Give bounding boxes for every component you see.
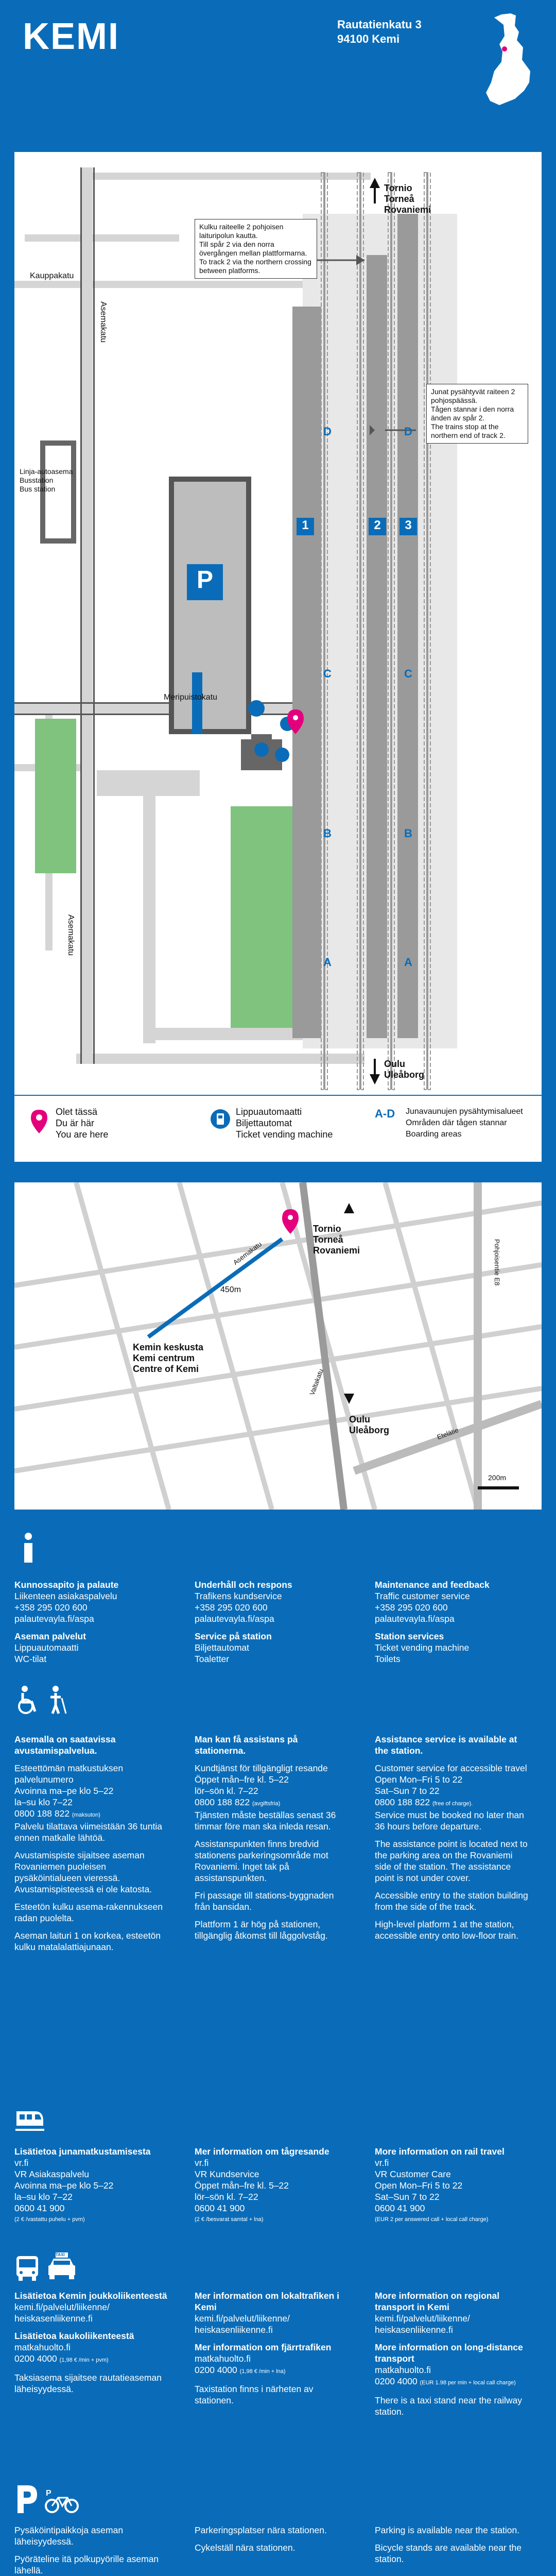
transport-col-en: [375, 2290, 529, 2424]
train-note-sv: (2 € /besvarat samtal + lna): [195, 2216, 264, 2223]
train-text-fi: VR Asiakaspalvelu Avoinna ma–pe klo 5–22 la–su klo 7–22 0600 41 900: [14, 2169, 114, 2213]
train-note-fi: (2 € /vastattu puhelu + pvm): [14, 2216, 85, 2223]
city-map-drawing: [14, 1182, 542, 1510]
legend-ticket-machine: Lippuautomaatti Biljettautomat Ticket vending machine: [236, 1107, 333, 1140]
assistance-p1-fi: [14, 1762, 169, 1843]
parking-p1-fi: Pysäköintipaikkoja aseman läheisyydessä.: [14, 2525, 124, 2547]
boarding-area-b-right: B: [404, 827, 412, 840]
boarding-area-b-left: B: [323, 827, 332, 840]
assistance-p2-en: The assistance point is located next to the parking area on the Rovaniemi side of the station. The assistance point is not under cover.: [375, 1839, 528, 1883]
transport-phone-en: [375, 2376, 529, 2388]
transport-section: [14, 2290, 542, 2470]
boarding-area-c-right: C: [404, 667, 412, 680]
transport-phone-note-en: (EUR 1.98 per min + local call charge): [420, 2380, 516, 2386]
boarding-area-d-right: D: [404, 425, 412, 438]
callout-track-2: Kulku raiteelle 2 pohjoisen laituripolun kautta. Till spår 2 via den norra övergången mellan plattformarna. To track 2 via the northern crossing between platforms.: [195, 219, 317, 279]
assistance-col-fi: [14, 1734, 169, 1959]
info-services-title-fi: Aseman palvelut: [14, 1631, 86, 1641]
citymap-street-e8: Pohjoisentie E8: [493, 1239, 501, 1286]
assistance-title-en: Assistance service is available at the station.: [375, 1734, 517, 1756]
parking-icon: [14, 2483, 40, 2514]
legend-boarding-areas: Junavaunujen pysähtymisalueet Områden där tågen stannar Boarding areas: [406, 1107, 523, 1139]
transport-phone-note-sv: (1,98 € /min + lna): [239, 2368, 286, 2375]
svg-text:P: P: [46, 2489, 51, 2498]
transport-local-link-en[interactable]: kemi.fi/palvelut/liikenne/ heiskasenliikenne.fi: [375, 2313, 470, 2335]
parking-col-en: [375, 2524, 529, 2571]
transport-phone-number-en: 0200 4000: [375, 2376, 418, 2386]
parking-map-icon: P: [196, 566, 213, 594]
transport-long-title-en: More information on long-distance transport: [375, 2342, 523, 2364]
parking-p1-sv: Parkeringsplatser nära stationen.: [195, 2525, 327, 2535]
info-col-en: [375, 1579, 529, 1671]
train-title-en: More information on rail travel: [375, 2146, 505, 2157]
track-number-3: 3: [405, 518, 412, 532]
assistance-phone-note-en: (free of charge).: [432, 1801, 473, 1807]
assistance-col-en: [375, 1734, 529, 1947]
info-services-text-en: Ticket vending machine Toilets: [375, 1642, 470, 1664]
citymap-distance-label: 450m: [220, 1285, 241, 1294]
callout-north-end: Junat pysähtyvät raiteen 2 pohjospäässä. Tågen stannar i den norra änden av spår 2. The trains stop at the northern end of track 2.: [426, 384, 528, 444]
train-text-sv: VR Kundservice Öppet mån–fre kl. 5–22 lör–sön kl. 7–22 0600 41 900: [195, 2169, 289, 2213]
info-col-sv: [195, 1579, 349, 1671]
assistance-p4-fi: Aseman laituri 1 on korkea, esteetön kulku matalalattiajunaan.: [14, 1930, 161, 1952]
boarding-area-c-left: C: [323, 667, 332, 680]
assistance-p3-sv: Fri passage till stations-byggnaden från bansidan.: [195, 1890, 334, 1912]
citymap-street-asemakatu: Asemakatu: [232, 1240, 264, 1267]
assistance-phone-fi: Esteettömän matkustuksen palvelunumero Avoinna ma–pe klo 5–22 la–su klo 7–22 0800 188 822: [14, 1763, 124, 1819]
north-destination-label: Tornio Torneå Rovaniemi: [384, 183, 431, 215]
transport-long-title-fi: Lisätietoa kaukoliikenteestä: [14, 2331, 134, 2341]
finland-map-icon: [479, 10, 541, 113]
info-col-fi: [14, 1579, 169, 1671]
transport-col-fi: [14, 2290, 169, 2401]
train-title-sv: Mer information om tågresande: [195, 2146, 329, 2157]
citymap-south-destination: Oulu Uleåborg: [349, 1414, 390, 1435]
citymap-street-etelatie: Etelätie: [436, 1426, 460, 1441]
boarding-area-d-left: D: [323, 425, 332, 438]
taxi-sign-label: TAXI: [56, 2252, 65, 2257]
transport-taxi-sv: Taxistation finns i närheten av stationen.: [195, 2384, 314, 2405]
transport-local-title-fi: Lisätietoa Kemin joukkoliikenteestä: [14, 2291, 167, 2301]
legend-boarding-symbol: A-D: [375, 1107, 395, 1120]
transport-local-link-fi[interactable]: kemi.fi/palvelut/liikenne/ heiskasenliikenne.fi: [14, 2302, 110, 2324]
street-label-kauppakatu: Kauppakatu: [30, 272, 74, 280]
info-section: [14, 1579, 542, 1672]
assistance-phone-en: Customer service for accessible travel Open Mon–Fri 5 to 22 Sat–Sun 7 to 22 0800 188 822: [375, 1763, 527, 1807]
train-col-sv: [195, 2146, 349, 2231]
citymap-scale-label: 200m: [488, 1473, 507, 1482]
bicycle-icon: [44, 2488, 80, 2514]
parking-p2-fi: Pyöräteline itä polkupyörille aseman lähellä.: [14, 2554, 159, 2575]
south-destination-label: Oulu Uleåborg: [384, 1059, 425, 1080]
citymap-centre-label: Kemin keskusta Kemi centrum Centre of Kemi: [133, 1342, 204, 1374]
legend-you-are-here: Olet tässä Du är här You are here: [56, 1107, 109, 1140]
transport-phone-number-sv: 0200 4000: [195, 2365, 237, 2375]
parking-col-fi: [14, 2524, 169, 2576]
assistance-p3-en: Accessible entry to the station building from the side of the track.: [375, 1890, 528, 1912]
train-text-en: VR Customer Care Open Mon–Fri 5 to 22 Sat–Sun 7 to 22 0600 41 900: [375, 2169, 463, 2213]
assistance-p4-sv: Plattform 1 är hög på stationen, tillgänglig åtkomst till låggolvståg.: [195, 1919, 328, 1941]
boarding-area-a-right: A: [404, 956, 412, 969]
transport-taxi-en: There is a taxi stand near the railway station.: [375, 2395, 522, 2417]
train-note-en: (EUR 2 per answered call + local call charge): [375, 2216, 489, 2223]
assistance-col-sv: [195, 1734, 349, 1947]
address-street: Rautatienkatu 3: [337, 18, 422, 31]
ticket-machine-icon: [210, 1109, 231, 1129]
assistance-booking-en: Service must be booked no later than 36 hours before departure.: [375, 1810, 524, 1832]
transport-col-sv: [195, 2290, 349, 2412]
train-title-fi: Lisätietoa junamatkustamisesta: [14, 2146, 151, 2157]
info-services-text-sv: Biljettautomat Toaletter: [195, 1642, 250, 1664]
info-feedback-title-sv: Underhåll och respons: [195, 1580, 292, 1590]
info-services-title-en: Station services: [375, 1631, 444, 1641]
assistance-section: [14, 1734, 542, 2094]
parking-p2-en: Bicycle stands are available near the station.: [375, 2543, 522, 2564]
parking-section: [14, 2524, 542, 2576]
citymap-north-destination: Tornio Torneå Rovaniemi: [313, 1224, 360, 1256]
transport-local-title-sv: Mer information om lokaltrafiken i Kemi: [195, 2291, 340, 2312]
transport-local-link-sv[interactable]: kemi.fi/palvelut/liikenne/ heiskasenliikenne.fi: [195, 2313, 290, 2335]
station-address: [337, 18, 422, 46]
boarding-area-a-left: A: [323, 956, 332, 969]
assistance-p2-fi: Avustamispiste sijaitsee aseman Rovaniemen puoleisen pysäköintialueen vieressä. Avustamispisteessä ei ole katosta.: [14, 1850, 152, 1894]
parking-p1-en: Parking is available near the station.: [375, 2525, 520, 2535]
street-label-asemakatu-bottom: Asemakatu: [66, 914, 75, 956]
wheelchair-icon: [14, 1685, 71, 1716]
info-feedback-text-sv: Trafikens kundservice +358 295 020 600 palautevayla.fi/aspa: [195, 1591, 282, 1624]
transport-long-title-sv: Mer information om fjärrtrafiken: [195, 2342, 332, 2352]
train-col-en: [375, 2146, 529, 2231]
assistance-p4-en: High-level platform 1 at the station, accessible entry onto low-floor train.: [375, 1919, 519, 1941]
city-map: [14, 1182, 542, 1510]
transport-long-link-sv[interactable]: matkahuolto.fi: [195, 2353, 251, 2364]
bus-station-label: Linja-autoasema Busstation Bus station: [20, 467, 73, 493]
assistance-phone-note-fi: (maksuton): [72, 1812, 100, 1818]
assistance-booking-sv: Tjänsten måste beställas senast 36 timmar före man ska inleda resan.: [195, 1810, 336, 1832]
bus-icon: [14, 2254, 40, 2282]
parking-col-sv: [195, 2524, 349, 2560]
address-postal: 94100 Kemi: [337, 32, 400, 45]
info-feedback-title-fi: Kunnossapito ja palaute: [14, 1580, 119, 1590]
assistance-p1-sv: [195, 1762, 349, 1832]
info-feedback-text-en: Traffic customer service +358 295 020 600 palautevayla.fi/aspa: [375, 1591, 470, 1624]
assistance-title-sv: Man kan få assistans på stationerna.: [195, 1734, 298, 1756]
you-are-here-icon: [30, 1109, 48, 1134]
transport-taxi-fi: Taksiasema sijaitsee rautatieaseman läheisyydessä.: [14, 2372, 162, 2394]
assistance-booking-fi: Palvelu tilattava viimeistään 36 tuntia ennen matkalle lähtöä.: [14, 1821, 162, 1843]
track-number-2: 2: [374, 518, 381, 532]
info-services-title-sv: Service på station: [195, 1631, 272, 1641]
transport-phone-fi: [14, 2353, 169, 2366]
train-link-sv[interactable]: vr.fi: [195, 2158, 209, 2168]
train-link-en[interactable]: vr.fi: [375, 2158, 389, 2168]
transport-long-link-en[interactable]: matkahuolto.fi: [375, 2365, 431, 2375]
info-feedback-text-fi: Liikenteen asiakaspalvelu +358 295 020 600 palautevayla.fi/aspa: [14, 1591, 117, 1624]
info-icon: [21, 1533, 36, 1564]
page-title: KEMI: [23, 16, 119, 57]
track-number-1: 1: [302, 518, 309, 532]
assistance-p2-sv: Assistanspunkten finns bredvid stationens parkeringsområde mot Rovaniemi. Inget tak på assistanspunkten.: [195, 1839, 328, 1883]
station-map: [14, 152, 542, 1162]
citymap-street-valtakatu: Valtakatu: [308, 1367, 325, 1397]
station-map-drawing: [14, 152, 542, 1162]
assistance-p1-en: [375, 1762, 529, 1832]
assistance-p3-fi: Esteetön kulku asema-rakennukseen radan puolelta.: [14, 1902, 163, 1923]
legend: [14, 1095, 542, 1163]
assistance-phone-note-sv: (avgiftsfria): [252, 1801, 281, 1807]
train-section: [14, 2146, 542, 2249]
assistance-phone-sv: Kundtjänst för tillgängligt resande Öppet mån–fre kl. 5–22 lör–sön kl. 7–22 0800 188 822: [195, 1763, 328, 1807]
parking-p2-sv: Cykelställ nära stationen.: [195, 2543, 296, 2553]
transport-local-title-en: More information on regional transport in Kemi: [375, 2291, 500, 2312]
street-label-meripuistokatu: Meripuistokatu: [164, 693, 218, 702]
train-col-fi: [14, 2146, 169, 2231]
transport-phone-number-fi: 0200 4000: [14, 2353, 57, 2364]
train-link-fi[interactable]: vr.fi: [14, 2158, 29, 2168]
info-services-text-fi: Lippuautomaatti WC-tilat: [14, 1642, 79, 1664]
info-feedback-title-en: Maintenance and feedback: [375, 1580, 490, 1590]
transport-long-link-fi[interactable]: matkahuolto.fi: [14, 2342, 71, 2352]
train-icon: [14, 2107, 45, 2133]
assistance-title-fi: Asemalla on saatavissa avustamispalvelua.: [14, 1734, 116, 1756]
street-label-asemakatu-top: Asemakatu: [99, 301, 108, 343]
transport-phone-note-fi: (1,98 € /min + pvm): [59, 2357, 109, 2363]
transport-phone-sv: [195, 2364, 349, 2377]
